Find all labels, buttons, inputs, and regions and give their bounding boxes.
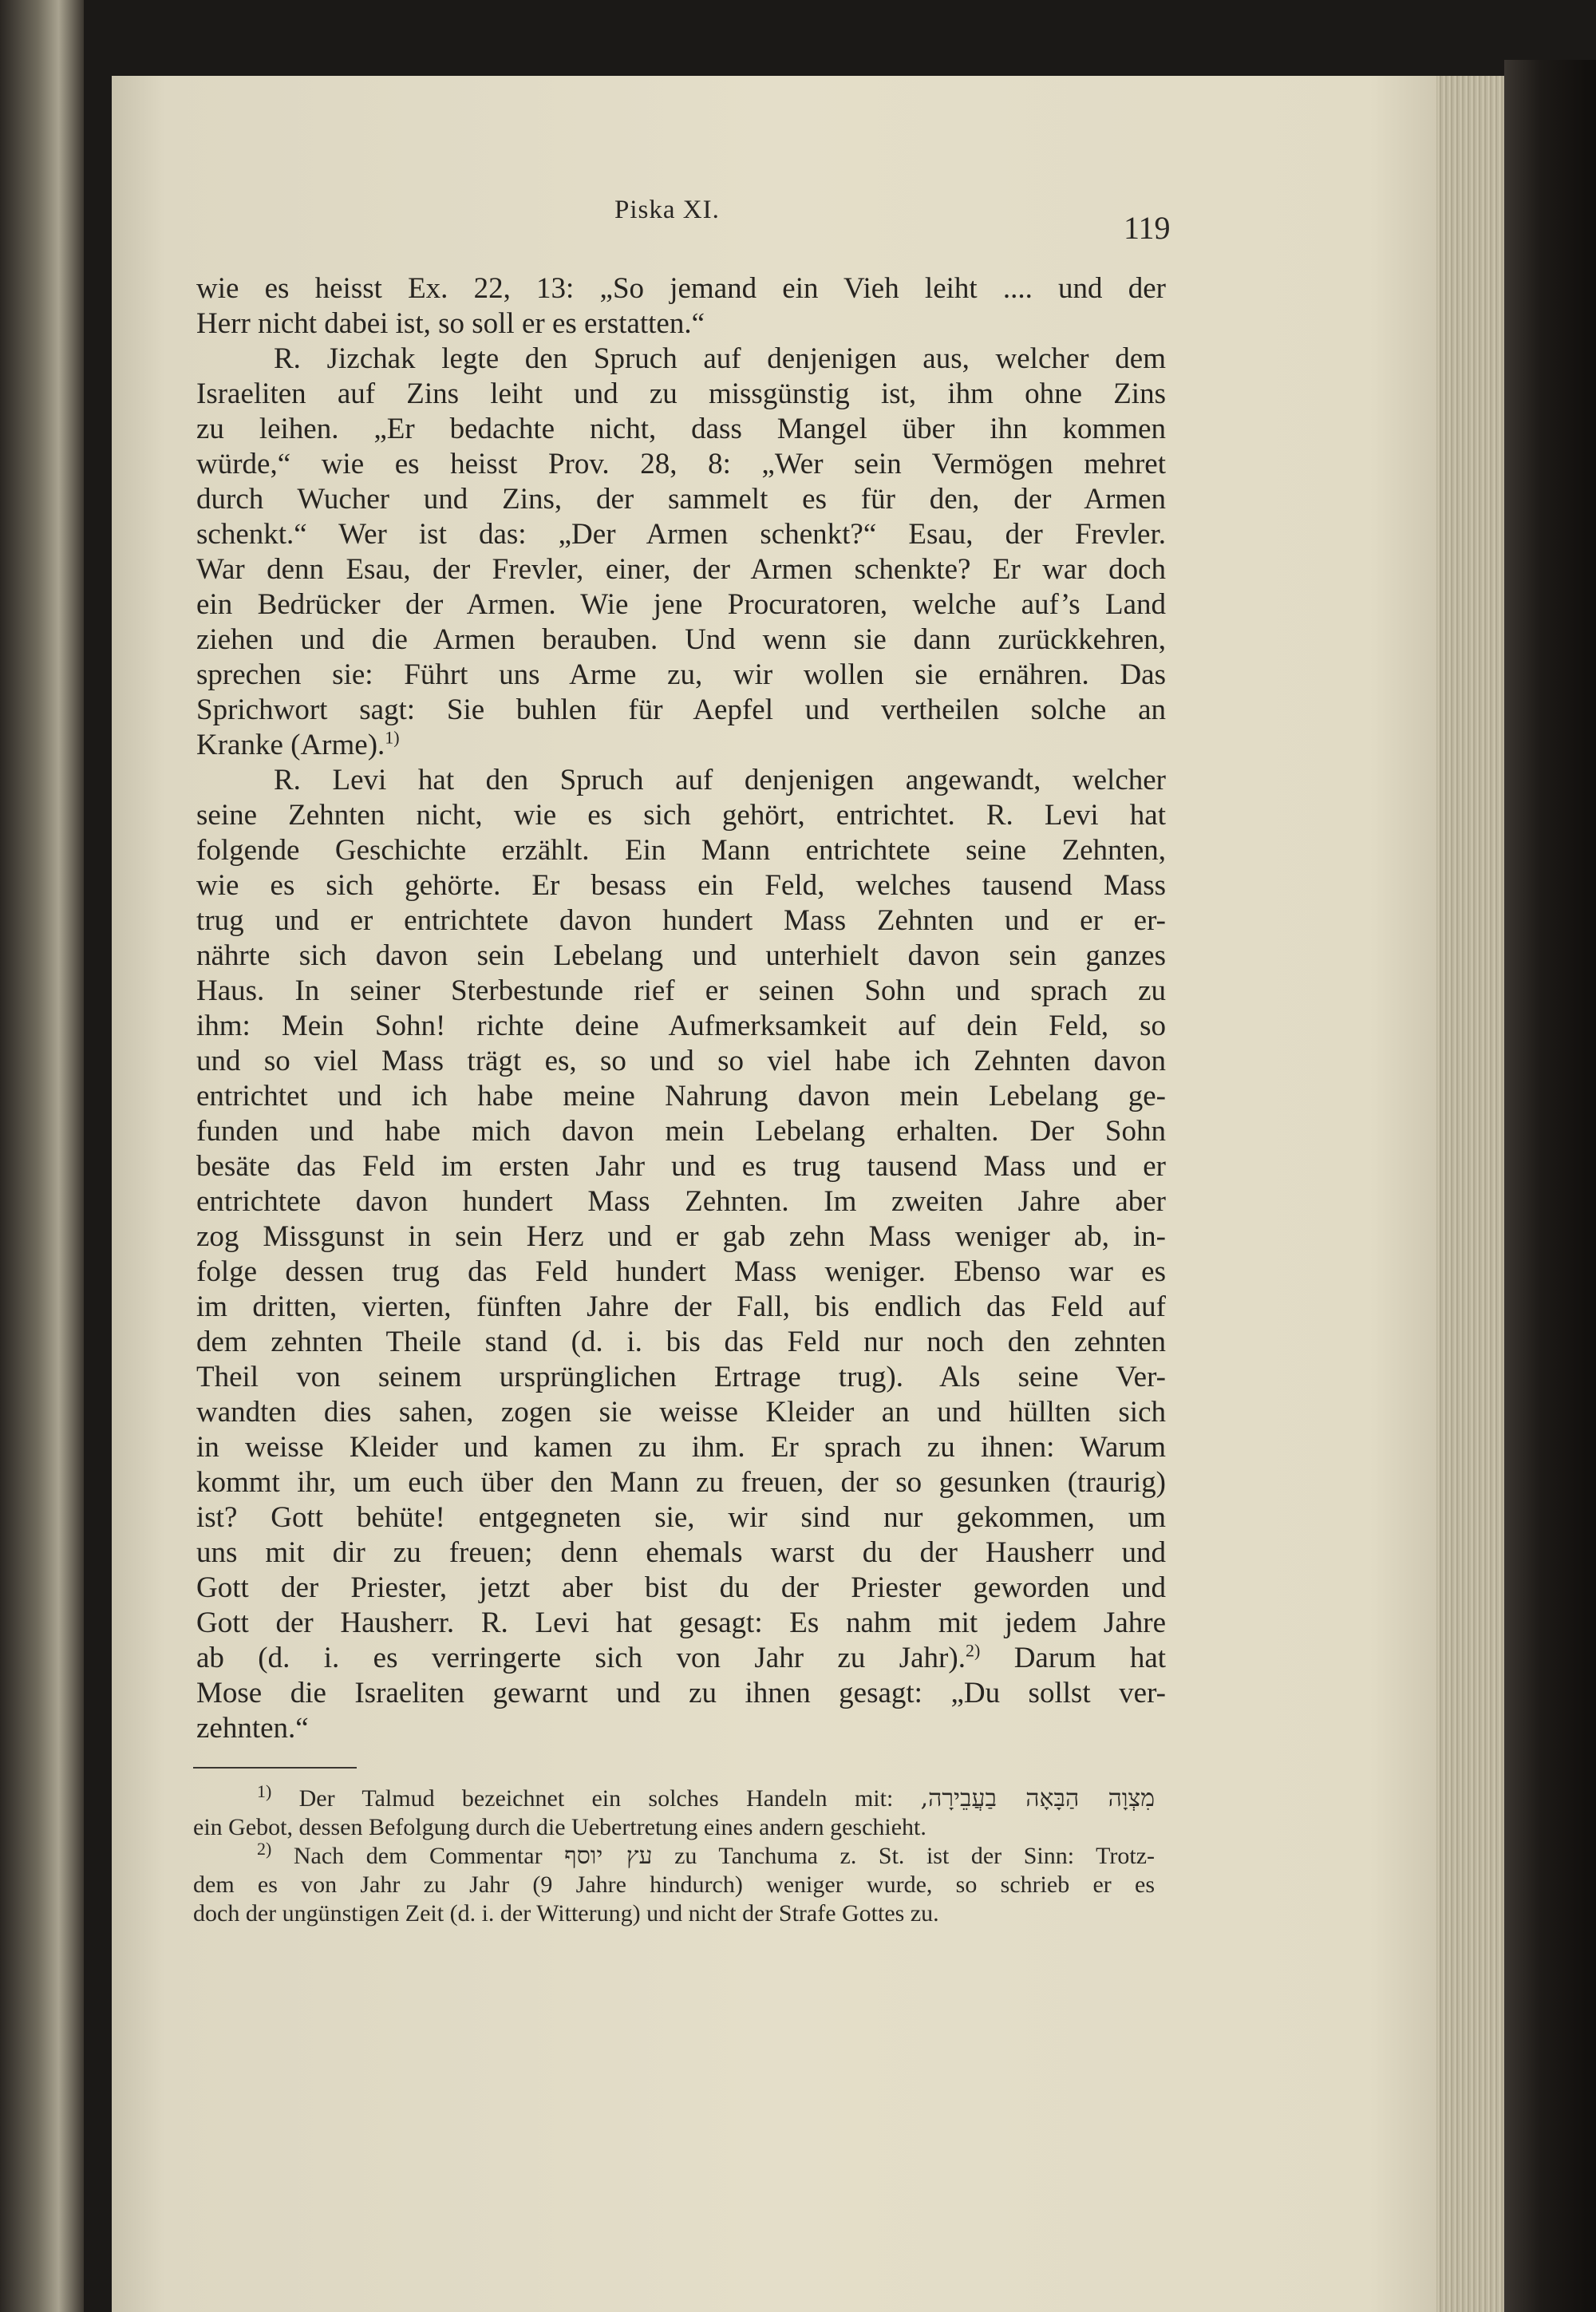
- text-span: Darum hat: [1013, 1642, 1166, 1674]
- text-line: trug und er entrichtete davon hundert Mass Zehnten und er er-: [196, 904, 1166, 937]
- text-span: Kranke (Arme).: [196, 729, 385, 761]
- text-line: besäte das Feld im ersten Jahr und es trug tausend Mass und er: [196, 1150, 1166, 1183]
- text-line: wie es heisst Ex. 22, 13: „So jemand ein Vieh leiht .... und der: [196, 272, 1166, 305]
- footnote-2-line: doch der ungünstigen Zeit (d. i. der Witterung) und nicht der Strafe Gottes zu.: [193, 1900, 939, 1927]
- footnote-1-line: [257, 1784, 1155, 1813]
- text-line: entrichtete davon hundert Mass Zehnten. Im zweiten Jahre aber: [196, 1185, 1166, 1218]
- text-line: folge dessen trug das Feld hundert Mass weniger. Ebenso war es: [196, 1255, 1166, 1288]
- text-line: kommt ihr, um euch über den Mann zu freuen, der so gesunken (traurig): [196, 1466, 1166, 1499]
- text-line: Gott der Hausherr. R. Levi hat gesagt: Es nahm mit jedem Jahre: [196, 1607, 1166, 1639]
- text-line: War denn Esau, der Frevler, einer, der Armen schenkte? Er war doch: [196, 553, 1166, 586]
- text-line: R. Levi hat den Spruch auf denjenigen angewandt, welcher: [274, 764, 1166, 796]
- text-line: [196, 1641, 1166, 1676]
- footnote-marker-1: 1): [257, 1784, 272, 1801]
- text-line: Theil von seinem ursprünglichen Ertrage trug). Als seine Ver-: [196, 1361, 1166, 1393]
- text-line: nährte sich davon sein Lebelang und unterhielt davon sein ganzes: [196, 939, 1166, 972]
- text-line: zu leihen. „Er bedachte nicht, dass Mangel über ihn kommen: [196, 413, 1166, 445]
- footnote-2-line: [257, 1842, 1155, 1871]
- text-line: schenkt.“ Wer ist das: „Der Armen schenkt?“ Esau, der Frevler.: [196, 518, 1166, 551]
- text-line: entrichtet und ich habe meine Nahrung davon mein Lebelang ge-: [196, 1080, 1166, 1113]
- text-line: im dritten, vierten, fünften Jahre der Fall, bis endlich das Feld auf: [196, 1290, 1166, 1323]
- text-line: durch Wucher und Zins, der sammelt es für den, der Armen: [196, 483, 1166, 516]
- text-line: ein Bedrücker der Armen. Wie jene Procuratoren, welche auf’s Land: [196, 588, 1166, 621]
- text-line: [196, 728, 1166, 763]
- footnote-text: Nach dem Commentar: [293, 1843, 543, 1869]
- text-line: und so viel Mass trägt es, so und so viel habe ich Zehnten davon: [196, 1045, 1166, 1077]
- running-head: Piska XI.: [614, 196, 720, 224]
- footnote-text: Der Talmud bezeichnet ein solches Handeln mit:: [298, 1785, 894, 1812]
- text-line: folgende Geschichte erzählt. Ein Mann entrichtete seine Zehnten,: [196, 834, 1166, 867]
- text-line: Gott der Priester, jetzt aber bist du der Priester geworden und: [196, 1571, 1166, 1604]
- text-line: in weisse Kleider und kamen zu ihm. Er sprach zu ihnen: Warum: [196, 1431, 1166, 1464]
- text-line: sprechen sie: Führt uns Arme zu, wir wollen sie ernähren. Das: [196, 658, 1166, 691]
- text-line: ihm: Mein Sohn! richte deine Aufmerksamkeit auf dein Feld, so: [196, 1010, 1166, 1042]
- footnote-ref-2[interactable]: 2): [965, 1641, 981, 1661]
- text-line: zog Missgunst in sein Herz und er gab zehn Mass weniger ab, in-: [196, 1220, 1166, 1253]
- footnote-rule: [193, 1767, 357, 1769]
- text-line: wandten dies sahen, zogen sie weisse Kleider an und hüllten sich: [196, 1396, 1166, 1429]
- text-line: Herr nicht dabei ist, so soll er es erstatten.“: [196, 307, 705, 340]
- book-cover-edge: [1504, 60, 1596, 2312]
- text-line: Sprichwort sagt: Sie buhlen für Aepfel und vertheilen solche an: [196, 694, 1166, 726]
- text-line: Mose die Israeliten gewarnt und zu ihnen gesagt: „Du sollst ver-: [196, 1677, 1166, 1709]
- text-line: Israeliten auf Zins leiht und zu missgünstig ist, ihm ohne Zins: [196, 377, 1166, 410]
- page-number: 119: [1124, 210, 1171, 246]
- footnote-2-line: dem es von Jahr zu Jahr (9 Jahre hindurch) weniger wurde, so schrieb er es: [193, 1871, 1155, 1898]
- text-line: dem zehnten Theile stand (d. i. bis das Feld nur noch den zehnten: [196, 1326, 1166, 1358]
- footnote-marker-2: 2): [257, 1842, 272, 1859]
- text-line: seine Zehnten nicht, wie es sich gehört, entrichtet. R. Levi hat: [196, 799, 1166, 832]
- text-line: ist? Gott behüte! entgegneten sie, wir sind nur gekommen, um: [196, 1501, 1166, 1534]
- footnote-text: zu Tanchuma z. St. ist der Sinn: Trotz-: [674, 1843, 1155, 1869]
- page-stack-edge: [1436, 76, 1504, 2312]
- text-line: Haus. In seiner Sterbestunde rief er seinen Sohn und sprach zu: [196, 974, 1166, 1007]
- left-page-edge: [0, 0, 84, 2312]
- hebrew-text: מִצְוָה הַבָּאָה בַעֲבֵירָה,: [920, 1784, 1155, 1812]
- text-line: funden und habe mich davon mein Lebelang erhalten. Der Sohn: [196, 1115, 1166, 1148]
- footnote-ref-1[interactable]: 1): [385, 728, 400, 748]
- footnote-1-line: ein Gebot, dessen Befolgung durch die Uebertretung eines andern geschieht.: [193, 1814, 926, 1840]
- text-line: uns mit dir zu freuen; denn ehemals warst du der Hausherr und: [196, 1536, 1166, 1569]
- text-line: R. Jizchak legte den Spruch auf denjenigen aus, welcher dem: [274, 342, 1166, 375]
- text-span: ab (d. i. es verringerte sich von Jahr zu Jahr).: [196, 1642, 966, 1674]
- text-line: würde,“ wie es heisst Prov. 28, 8: „Wer sein Vermögen mehret: [196, 448, 1166, 480]
- text-line: zehnten.“: [196, 1712, 309, 1745]
- hebrew-text: עץ יוסף: [564, 1842, 653, 1870]
- text-line: ziehen und die Armen berauben. Und wenn sie dann zurückkehren,: [196, 623, 1166, 656]
- text-line: wie es sich gehörte. Er besass ein Feld, welches tausend Mass: [196, 869, 1166, 902]
